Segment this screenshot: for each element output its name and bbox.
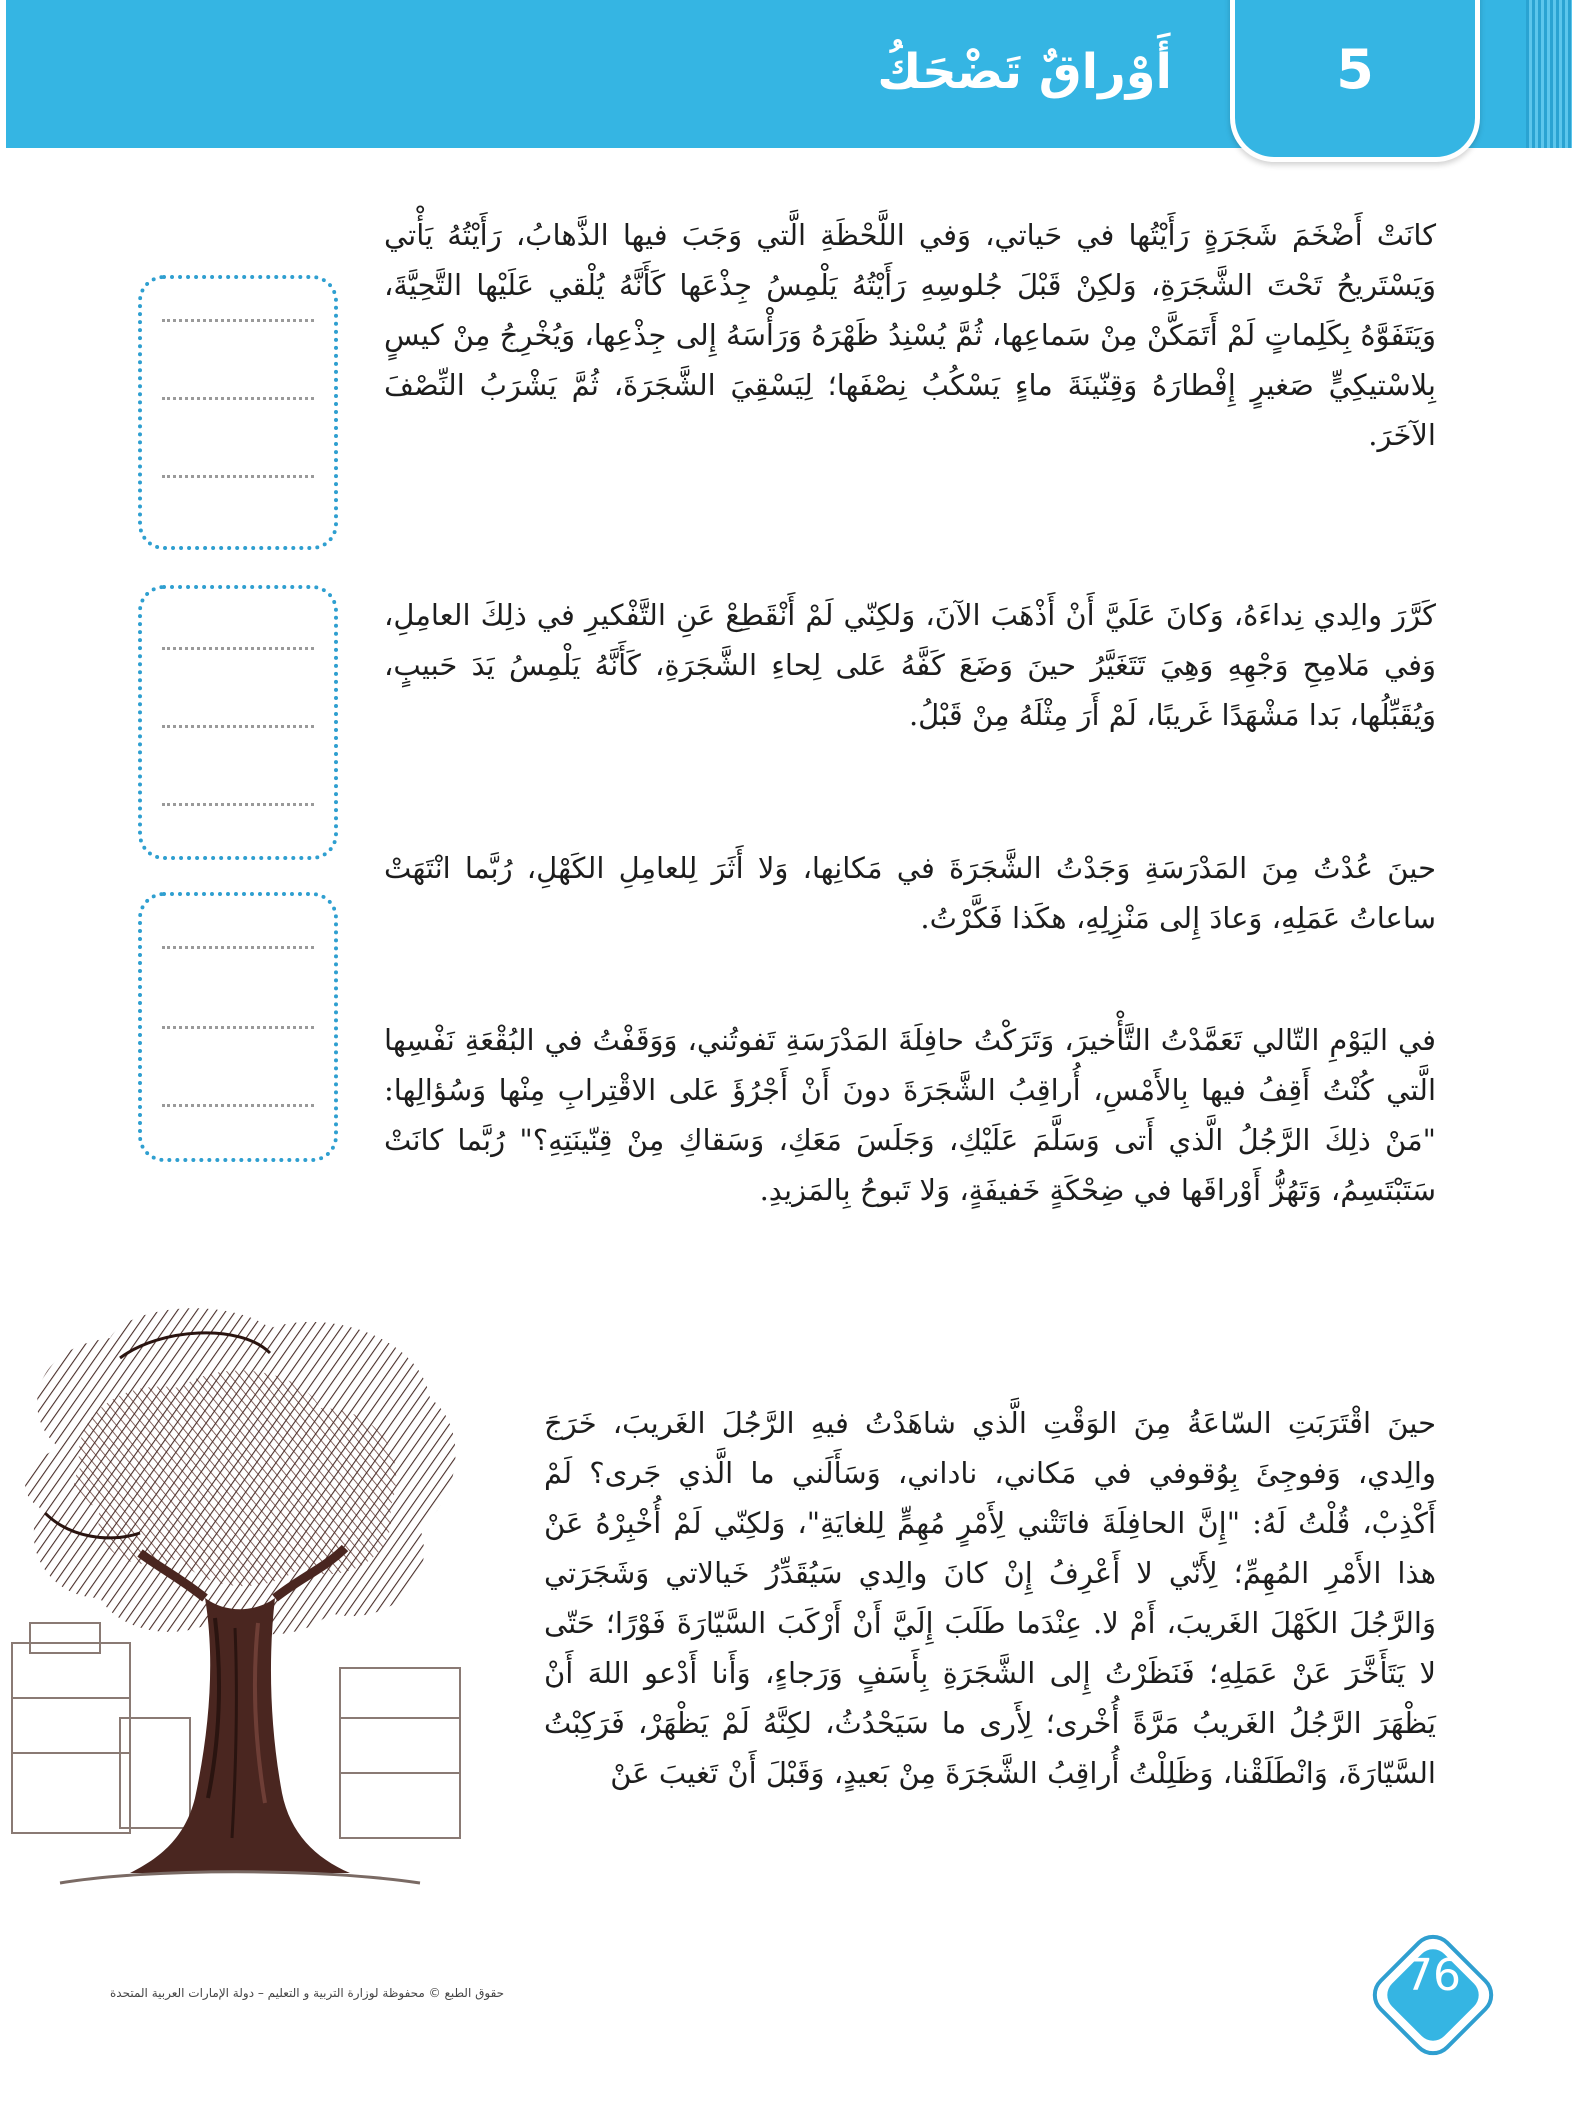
- note-line: [162, 803, 314, 806]
- note-line: [162, 319, 314, 322]
- note-line: [162, 397, 314, 400]
- story-paragraph-4: في اليَوْمِ التّالي تَعَمَّدْتُ التَّأْخيرَ، وَتَرَكْتُ حافِلَةَ المَدْرَسَةِ تَفوتُني، وَوَقَفْتُ في البُقْعَةِ نَفْسِها الَّتي كُنْتُ أَقِفُ فيها بِالأَمْسِ، أُراقِبُ الشَّجَرَةَ دونَ أَنْ أَجْرُؤَ عَلى الاقْتِرابِ مِنْها وَسُؤالِها: "مَنْ ذلِكَ الرَّجُلُ الَّذي أَتى وَسَلَّمَ عَلَيْكِ، وَجَلَسَ مَعَكِ، وَسَقاكِ مِنْ قِنّينَتِهِ؟" رُبَّما كانَتْ سَتَبْتَسِمُ، وَتَهُزُّ أَوْراقَها في ضِحْكَةٍ خَفيفَةٍ، وَلا تَبوحُ بِالمَزيدِ.: [384, 1023, 1436, 1207]
- banner-pattern-edge: [1526, 0, 1572, 148]
- note-box[interactable]: [138, 892, 338, 1162]
- story-paragraph-5: حينَ اقْتَرَبَتِ السّاعَةُ مِنَ الوَقْتِ الَّذي شاهَدْتُ فيهِ الرَّجُلَ الغَريبَ، خَرَجَ والِدي، وَفوجِئَ بِوُقوفي في مَكاني، ناداني، وَسَأَلَني ما الَّذي جَرى؟ لَمْ أَكْذِبْ، قُلْتُ لَهُ: "إِنَّ الحافِلَةَ فاتَتْني لِأَمْرٍ مُهِمٍّ لِلغايَةِ"، وَلكِنّي لَمْ أُخْبِرْهُ عَنْ هذا الأَمْرِ المُهِمِّ؛ لِأَنّي لا أَعْرِفُ إِنْ كانَ والِدي سَيُقَدِّرُ خَيالاتي وَشَجَرَتي وَالرَّجُلَ الكَهْلَ الغَريبَ، أَمْ لا. عِنْدَما طَلَبَ إِلَيَّ أَنْ أَرْكَبَ السَّيّارَةَ فَوْرًا؛ حَتّى لا يَتَأَخَّرَ عَنْ عَمَلِهِ؛ فَنَظَرْتُ إِلى الشَّجَرَةِ بِأَسَفٍ وَرَجاءٍ، وَأَنا أَدْعو اللهَ أَنْ يَظْهَرَ الرَّجُلُ الغَريبُ مَرَّةً أُخْرى؛ لِأَرى ما سَيَحْدُثُ، لكِنَّهُ لَمْ يَظْهَرْ، فَرَكِبْتُ السَّيّارَةَ، وَانْطَلَقْنا، وَظَلِلْتُ أُراقِبُ الشَّجَرَةَ مِنْ بَعيدٍ، وَقَبْلَ أَنْ تَغيبَ عَنْ: [544, 1406, 1436, 1790]
- note-line: [162, 725, 314, 728]
- copyright-notice: حقوق الطبع © محفوظة لوزارة التربية و التعليم – دولة الإمارات العربية المتحدة: [110, 1986, 505, 2000]
- note-box[interactable]: [138, 585, 338, 860]
- tree-canopy: [25, 1308, 455, 1634]
- page-number: 76: [1405, 1950, 1461, 2001]
- ground-sketch: [60, 1872, 420, 1883]
- note-line: [162, 946, 314, 949]
- note-line: [162, 475, 314, 478]
- story-paragraph-1: كانَتْ أَضْخَمَ شَجَرَةٍ رَأَيْتُها في حَياتي، وَفي اللَّحْظَةِ الَّتي وَجَبَ فيها الذَّهابُ، رَأَيْتُهُ يَأْتي وَيَسْتَريحُ تَحْتَ الشَّجَرَةِ، وَلكِنْ قَبْلَ جُلوسِهِ رَأَيْتُهُ يَلْمِسُ جِذْعَها كَأَنَّهُ يُلْقي عَلَيْها التَّحِيَّةَ، وَيَتَفَوَّهُ بِكَلِماتٍ لَمْ أَتَمَكَّنْ مِنْ سَماعِها، ثُمَّ يُسْنِدُ ظَهْرَهُ وَرَأْسَهُ إِلى جِذْعِها، وَيُخْرِجُ مِنْ كيسٍ بِلاسْتيكِيٍّ صَغيرٍ إِفْطارَهُ وَقِنّينَةَ ماءٍ يَسْكُبُ نِصْفَها؛ لِيَسْقِيَ الشَّجَرَةَ، ثُمَّ يَشْرَبُ النِّصْفَ الآخَرَ.: [384, 218, 1436, 452]
- tree-illustration: [0, 1298, 470, 1898]
- note-line: [162, 1026, 314, 1029]
- note-line: [162, 647, 314, 650]
- note-line: [162, 1104, 314, 1107]
- note-box[interactable]: [138, 275, 338, 550]
- lesson-title: أَوْراقٌ تَضْحَكُ: [877, 44, 1172, 100]
- lesson-number: 5: [1336, 38, 1374, 101]
- story-paragraph-3: حينَ عُدْتُ مِنَ المَدْرَسَةِ وَجَدْتُ الشَّجَرَةَ في مَكانِها، وَلا أَثَرَ لِلعامِلِ الكَهْلِ، رُبَّما انْتَهَتْ ساعاتُ عَمَلِهِ، وَعادَ إِلى مَنْزِلِهِ، هكَذا فَكَّرْتُ.: [384, 851, 1436, 935]
- story-paragraph-2: كَرَّرَ والِدي نِداءَهُ، وَكانَ عَلَيَّ أَنْ أَذْهَبَ الآنَ، وَلكِنّي لَمْ أَنْقَطِعْ عَنِ التَّفْكيرِ في ذلِكَ العامِلِ، وَفي مَلامِحِ وَجْهِهِ وَهِيَ تَتَغَيَّرُ حينَ وَضَعَ كَفَّهُ عَلى لِحاءِ الشَّجَرَةِ، كَأَنَّهُ يَلْمِسُ يَدَ حَبيبٍ، وَيُقَبِّلُها، بَدا مَشْهَدًا غَريبًا، لَمْ أَرَ مِثْلَهُ مِنْ قَبْلُ.: [384, 598, 1436, 732]
